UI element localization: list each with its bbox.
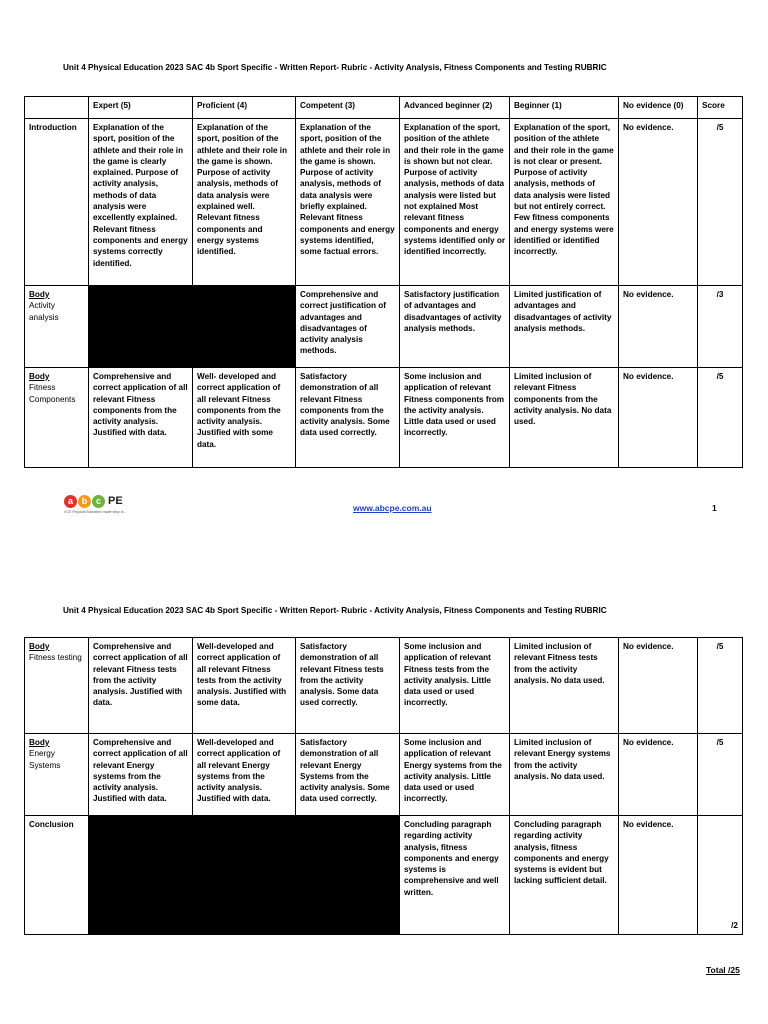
row-label (25, 368, 89, 468)
row-label-main: Body (29, 738, 50, 747)
cell-expert: Comprehensive and correct application of all relevant Fitness tests from the activity analysis. Justified with data. (89, 638, 193, 734)
row-label (25, 638, 89, 734)
page1-title: Unit 4 Physical Education 2023 SAC 4b Sport Specific - Written Report- Rubric - Activity Analysis, Fitness Components and Testing RUBRIC (63, 63, 607, 72)
logo-text: PE (108, 495, 123, 507)
header-no-evidence: No evidence (0) (619, 97, 698, 119)
total-score: Total /25 (706, 965, 740, 975)
logo-tagline: VCE Physical Education made easy to... (64, 510, 127, 514)
cell-competent: Explanation of the sport, position of the athlete and their role in the game is shown. Purpose of activity analysis, methods of data analysis were briefly explained. Relevant fitness components and energy systems identified, some factual errors. (296, 119, 400, 286)
cell-competent: Satisfactory demonstration of all relevant Fitness components from the activity analysis. Some data used correctly. (296, 368, 400, 468)
cell-no-evidence: No evidence. (619, 638, 698, 734)
cell-advanced: Explanation of the sport, position of the athlete and their role in the game is shown but not clear. Purpose of activity analysis, methods of data analysis were listed but not explained Most relevant fitness components and energy systems identified only or identified incorrectly. (400, 119, 510, 286)
cell-no-evidence: No evidence. (619, 368, 698, 468)
cell-beginner: Limited inclusion of relevant Fitness tests from the activity analysis. No data used. (510, 638, 619, 734)
row-label-sub: Energy Systems (29, 749, 61, 770)
header-beginner: Beginner (1) (510, 97, 619, 119)
cell-no-evidence: No evidence. (619, 286, 698, 368)
blacked-out-cell (89, 816, 400, 935)
row-label (25, 734, 89, 816)
cell-competent: Comprehensive and correct justification of advantages and disadvantages of activity analysis methods. (296, 286, 400, 368)
row-label: Introduction (25, 119, 89, 286)
row-label-main: Body (29, 372, 50, 381)
header-expert: Expert (5) (89, 97, 193, 119)
cell-proficient: Well-developed and correct application of all relevant Energy systems from the activity analysis. Justified with data. (193, 734, 296, 816)
cell-expert: Comprehensive and correct application of all relevant Energy systems from the activity analysis. Justified with data. (89, 734, 193, 816)
cell-beginner: Limited inclusion of relevant Energy systems from the activity analysis. No data used. (510, 734, 619, 816)
cell-score: /5 (698, 734, 743, 816)
cell-proficient: Explanation of the sport, position of the athlete and their role in the game is shown. Purpose of activity analysis, methods of data analysis were explained well. Relevant fitness components and energy systems identified. (193, 119, 296, 286)
cell-proficient: Well-developed and correct application of all relevant Fitness tests from the activity analysis. Justified with some data. (193, 638, 296, 734)
row-label-sub: Fitness testing (29, 653, 82, 663)
cell-score: /3 (698, 286, 743, 368)
page-number: 1 (712, 503, 717, 513)
cell-no-evidence: No evidence. (619, 734, 698, 816)
rubric-table-page1 (24, 96, 743, 468)
header-score: Score (698, 97, 743, 119)
header-competent: Competent (3) (296, 97, 400, 119)
table-row-introduction (25, 119, 743, 286)
table-row-energy-systems (25, 734, 743, 816)
cell-competent: Satisfactory demonstration of all relevant Energy Systems from the activity analysis. Some data used correctly. (296, 734, 400, 816)
cell-expert: Comprehensive and correct application of all relevant Fitness components from the activity analysis. Justified with data. (89, 368, 193, 468)
cell-score: /5 (698, 119, 743, 286)
row-label-main: Body (29, 290, 50, 299)
table-row-conclusion (25, 816, 743, 935)
cell-advanced: Satisfactory justification of advantages and disadvantages of activity analysis methods. (400, 286, 510, 368)
header-advanced-beginner: Advanced beginner (2) (400, 97, 510, 119)
page2-title: Unit 4 Physical Education 2023 SAC 4b Sport Specific - Written Report- Rubric - Activity Analysis, Fitness Components and Testing RUBRIC (63, 606, 607, 615)
header-cell (25, 97, 89, 119)
header-row (25, 97, 743, 119)
score-value: /2 (731, 920, 738, 930)
table-row-activity-analysis (25, 286, 743, 368)
cell-score: /5 (698, 638, 743, 734)
cell-advanced: Some inclusion and application of relevant Fitness components from the activity analysis. Little data used or used incorrectly. (400, 368, 510, 468)
logo-letter-c: c (92, 495, 105, 508)
cell-advanced: Some inclusion and application of relevant Energy systems from the activity analysis. Little data used or used incorrectly. (400, 734, 510, 816)
table-row-fitness-components (25, 368, 743, 468)
row-label-sub: Activity analysis (29, 301, 59, 322)
cell-beginner: Limited justification of advantages and disadvantages of activity analysis methods. (510, 286, 619, 368)
table-row-fitness-testing (25, 638, 743, 734)
cell-advanced: Concluding paragraph regarding activity analysis, fitness components and energy systems is comprehensive and well written. (400, 816, 510, 935)
cell-expert: Explanation of the sport, position of the athlete and their role in the game is clearly explained. Purpose of activity analysis, methods of data analysis were excellently explained. Relevant fitness components and energy systems correctly identified. (89, 119, 193, 286)
rubric-table-page2 (24, 637, 743, 935)
row-label: Conclusion (25, 816, 89, 935)
logo-letter-a: a (64, 495, 77, 508)
row-label (25, 286, 89, 368)
cell-beginner: Explanation of the sport, position of the athlete and their role in the game is not clear or present. Purpose of activity analysis, methods of data analysis were listed but not entirely correct. Few fitness components and energy systems were identified or identified incorrectly. (510, 119, 619, 286)
cell-beginner: Limited inclusion of relevant Fitness components from the activity analysis. No data used. (510, 368, 619, 468)
cell-score: /5 (698, 368, 743, 468)
cell-advanced: Some inclusion and application of relevant Fitness tests from the activity analysis. Little data used or used incorrectly. (400, 638, 510, 734)
blacked-out-cell (89, 286, 296, 368)
cell-no-evidence: No evidence. (619, 119, 698, 286)
abcpe-logo (64, 493, 144, 519)
cell-no-evidence: No evidence. (619, 816, 698, 935)
cell-score (698, 816, 743, 935)
logo-letter-b: b (78, 495, 91, 508)
header-proficient: Proficient (4) (193, 97, 296, 119)
cell-proficient: Well- developed and correct application of all relevant Fitness components from the activity analysis. Justified with some data. (193, 368, 296, 468)
row-label-sub: Fitness Components (29, 383, 76, 404)
website-link[interactable]: www.abcpe.com.au (353, 503, 432, 513)
cell-beginner: Concluding paragraph regarding activity analysis, fitness components and energy systems is evident but lacking sufficient detail. (510, 816, 619, 935)
cell-competent: Satisfactory demonstration of all relevant Fitness tests from the activity analysis. Some data used correctly. (296, 638, 400, 734)
row-label-main: Body (29, 642, 50, 651)
